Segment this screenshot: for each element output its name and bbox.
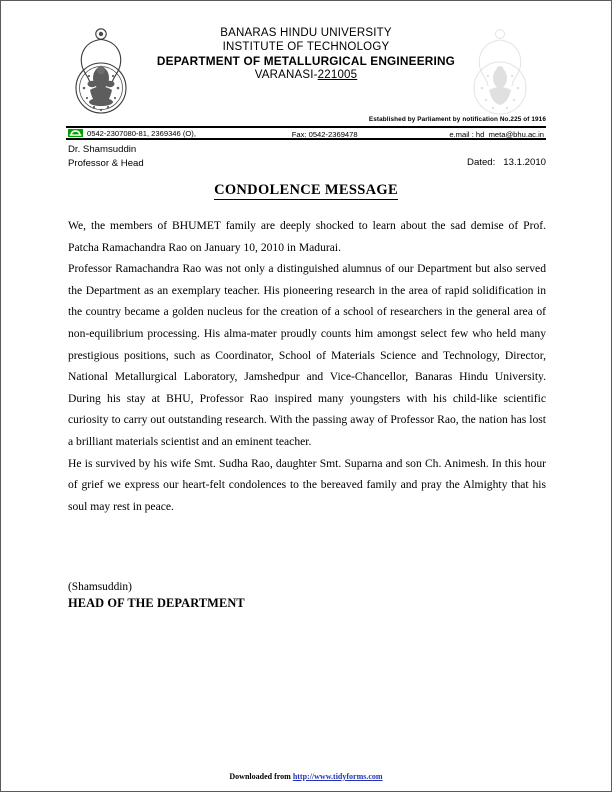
email-address: e.mail : hd_meta@bhu.ac.in <box>449 130 544 139</box>
city-label: VARANASI- <box>254 69 318 81</box>
letter-date: Dated: 13.1.2010 <box>467 157 546 168</box>
contact-email-group <box>420 124 546 142</box>
letterhead <box>66 22 546 122</box>
fax-number: Fax: 0542-2369478 <box>291 130 358 139</box>
page-title-text: CONDOLENCE MESSAGE <box>214 182 398 198</box>
department-name: DEPARTMENT OF METALLURGICAL ENGINEERING <box>156 54 456 68</box>
bhu-seal-watermark-icon <box>454 24 546 124</box>
signatory-name: (Shamsuddin) <box>68 581 132 593</box>
phone-icon <box>68 129 83 137</box>
body-paragraph-1: We, the members of BHUMET family are deeply shocked to learn about the sad demise of Prof. Patcha Ramachandra Rao on January 10, 2010 in Madurai. <box>68 219 546 254</box>
footer-source-link[interactable]: http://www.tidyforms.com <box>292 772 383 781</box>
footer <box>0 772 612 781</box>
sender-designation: Professor & Head <box>68 157 144 169</box>
letter-body <box>68 215 546 517</box>
institute-name: INSTITUTE OF TECHNOLOGY <box>222 41 390 53</box>
page-title <box>0 182 612 199</box>
contact-fax-group <box>292 124 421 142</box>
sender-name: Dr. Shamsuddin <box>68 144 137 155</box>
contact-phone-group <box>66 129 292 138</box>
university-name: BANARAS HINDU UNIVERSITY <box>220 27 392 39</box>
footer-prefix: Downloaded from <box>229 772 293 781</box>
body-paragraph-3: He is survived by his wife Smt. Sudha Rao, daughter Smt. Suparna and son Ch. Animesh. In this hour of grief we express our heart-felt condolences to the bereaved family and pray the Almighty that his soul may rest in peace. <box>68 456 546 513</box>
signatory-role: HEAD OF THE DEPARTMENT <box>68 596 245 610</box>
contact-bar <box>66 126 546 140</box>
sender-block <box>68 143 144 170</box>
established-note: Established by Parliament by notification No.225 of 1916 <box>368 116 546 123</box>
pin-code: 221005 <box>317 69 358 81</box>
signature-block <box>68 580 245 611</box>
phone-number: 0542-2307080-81, 2369346 (O), <box>87 128 196 138</box>
body-paragraph-2: Professor Ramachandra Rao was not only a distinguished alumnus of our Department but also served the Department as an exemplary teacher. His pioneering research in the area of rapid solidification in the country became a golden nucleus for the creation of a school of researchers in the general area of non-equilibrium processing. His alma-mater proudly counts him amongst select few who held many prestigious positions, such as Coordinator, School of Materials Science and Technology, Director, National Metallurgical Laboratory, Jamshedpur and Vice-Chancellor, Banaras Hindu University. During his stay at BHU, Professor Rao inspired many youngsters with his child-like scientific curiosity to carry out outstanding research. With the passing away of Professor Rao, the nation has lost a brilliant materials scientist and an eminent teacher. <box>68 262 546 448</box>
